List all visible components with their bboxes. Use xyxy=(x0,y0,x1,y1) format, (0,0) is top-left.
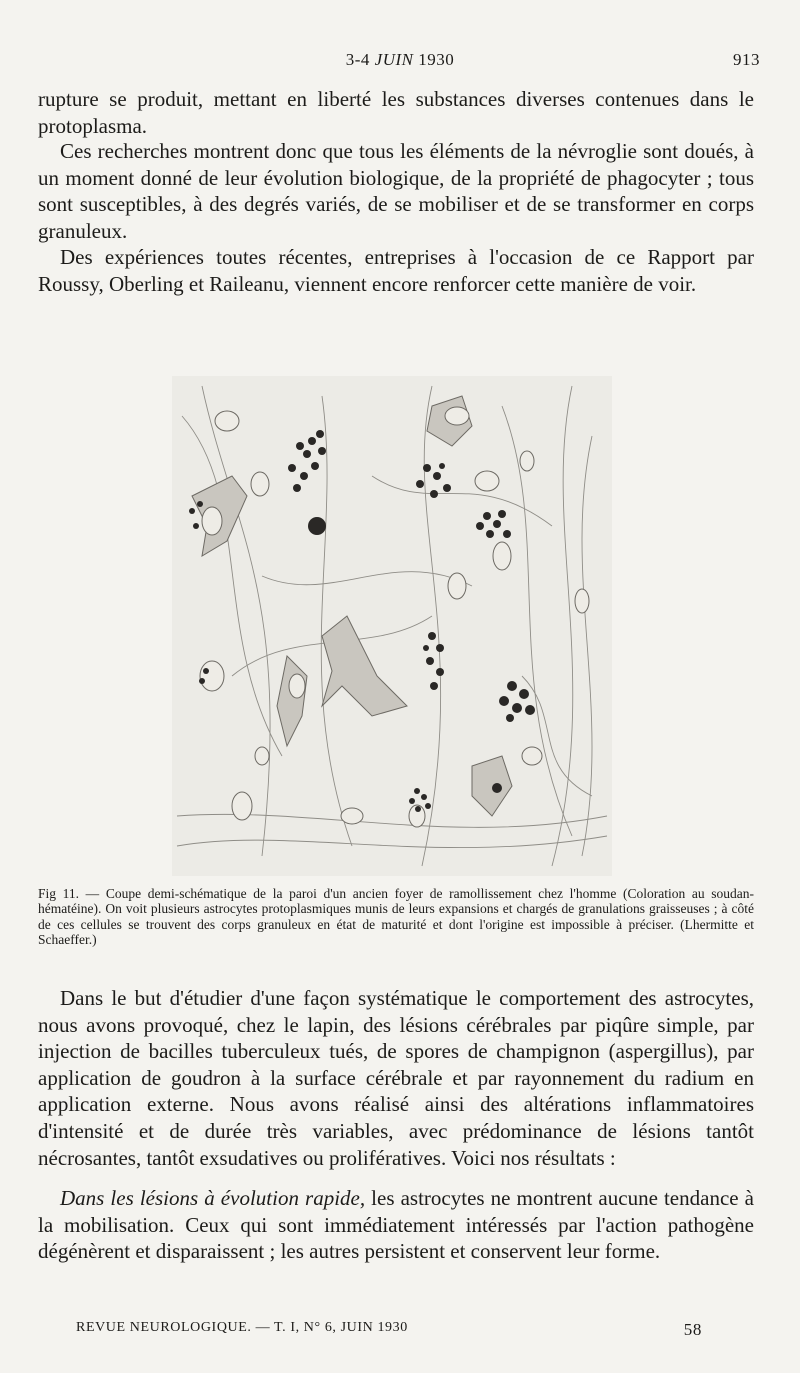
lesions-rapides-text: les astrocytes ne montrent aucune tendance à la mobilisation. Ceux qui sont immédiatement intéressés par l'action pathogène dégénèrent et disparaissent ; les autres persistent et conservent leur forme. xyxy=(38,1186,754,1264)
running-head-date: 3-4 JUIN 1930 xyxy=(345,50,455,69)
paragraph-recherches: Ces recherches montrent donc que tous les éléments de la névroglie sont doués, à un moment donné de leur évolution biologique, de la propriété de phagocyter ; tous sont susceptibles, à des degrés variés, de se mobiliser et de se transformer en corps granuleux. xyxy=(38,139,754,243)
paragraph-lesions-rapides xyxy=(38,1185,754,1265)
paragraph-rupture: rupture se produit, mettant en liberté les substances diverses contenues dans le protoplasma. xyxy=(38,87,754,138)
sheet-number: 58 xyxy=(683,1320,702,1339)
histology-drawing xyxy=(172,376,612,876)
running-head xyxy=(40,50,760,72)
journal-reference: REVUE NEUROLOGIQUE. — T. I, N° 6, JUIN 1930 xyxy=(76,1320,408,1335)
page-number: 913 xyxy=(733,50,760,69)
paragraph-but: Dans le but d'étudier d'une façon systématique le comportement des astrocytes, nous avons provoqué, chez le lapin, des lésions cérébrales par piqûre simple, par injection de bacilles tuberculeux tués, de spores de champignon (aspergillus), par application de goudron à la surface cérébrale et par rayonnement du radium en application externe. Nous avons réalisé ainsi des altérations inflammatoires d'intensité et de durée très variables, avec prédominance de lésions tantôt nécrosantes, tantôt exsudatives ou prolifératives. Voici nos résultats : xyxy=(38,986,754,1170)
histology-figure xyxy=(172,376,612,876)
paragraph-experiences: Des expériences toutes récentes, entreprises à l'occasion de ce Rapport par Roussy, Oberling et Raileanu, viennent encore renforcer cette manière de voir. xyxy=(38,245,754,296)
figure-caption: Fig 11. — Coupe demi-schématique de la paroi d'un ancien foyer de ramollissement chez l'homme (Coloration au soudan-hématéine). On voit plusieurs astrocytes protoplasmiques munis de leurs expansions et chargés de granulations graisseuses ; à côté de ces cellules se trouvent des corps granuleux en état de maturité et dont l'origine est impossible à préciser. (Lhermitte et Schaeffer.) xyxy=(38,886,754,948)
page-footer xyxy=(76,1320,702,1342)
lesions-rapides-heading: Dans les lésions à évolution rapide, xyxy=(60,1186,366,1210)
